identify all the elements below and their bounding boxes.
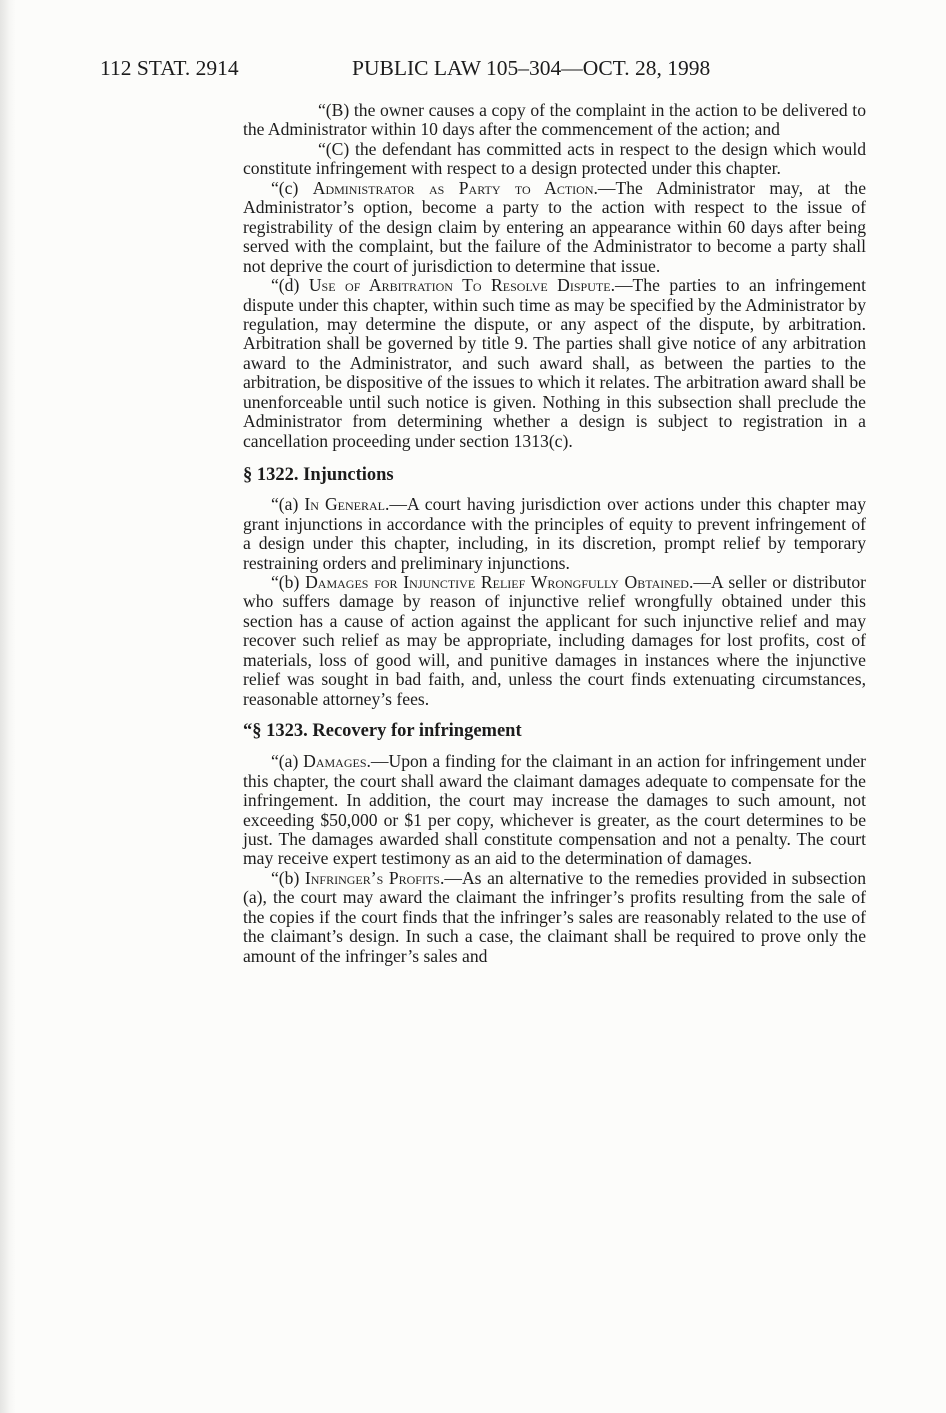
section-heading-1323: “§ 1323. Recovery for infringement (243, 721, 522, 742)
paragraph-a-in-general (243, 495, 866, 573)
paragraph-b-damages-injunctive (243, 573, 866, 709)
paragraph-prefix: “(a) (271, 751, 304, 772)
paragraph-text: .—The parties to an infringement dispute under this chapter, within such time as may be specified by the Administrator by regulation, may determine the dispute, or any aspect of the dispute, by arbitration. Arbitration shall be governed by title 9. The parties shall give notice of any arbitration award to the Administrator, and such award shall, as between the parties to the arbitration, be dispositive of the issues to which it relates. The arbitration award shall be unenforceable until such notice is given. Nothing in this subsection shall preclude the Administrator from determining whether a design is subject to registration in a cancellation proceeding under section 1313(c). (243, 275, 866, 451)
paragraph-b-owner: “(B) the owner causes a copy of the complaint in the action to be delivered to the Administrator within 10 days after the commencement of the action; and (243, 100, 866, 140)
paragraph-text: .—A court having jurisdiction over actions under this chapter may grant injunctions in accordance with the principles of equity to prevent infringement of a design under this chapter, including, in its discretion, prompt relief by temporary restraining orders and preliminary injunctions. (243, 494, 866, 573)
scan-edge-shadow (0, 0, 16, 1413)
paragraph-heading: Infringer’s Profits (304, 867, 440, 888)
paragraph-c-administrator-party (243, 179, 866, 276)
paragraph-text: .—A seller or distributor who suffers damage by reason of injunctive relief wrongfully obtained under this section has a cause of action against the applicant for such injunctive relief and may recover such relief as may be appropriate, including damages for lost profits, cost of materials, loss of good will, and punitive damages in instances where the injunctive relief was sought in bad faith, and, unless the court finds extenuating circumstances, reasonable attorney’s fees. (243, 571, 866, 709)
paragraph-text: .—The Administrator may, at the Administrator’s option, become a party to the action with respect to the issue of registrability of the design claim by entering an appearance within 60 days after being served with the complaint, but the failure of the Administrator to become a party shall not deprive the court of jurisdiction to determine that issue. (243, 177, 867, 276)
paragraph-heading: Administrator as Party to Action (312, 177, 594, 198)
paragraph-text: .—Upon a finding for the claimant in an action for infringement under this chapter, the court shall award the claimant damages adequate to compensate for the infringement. In addition, the court may increase the damages to such amount, not exceeding $50,000 or $1 per copy, whichever is greater, as the court determines to be just. The damages awarded shall constitute compensation and not a penalty. The court may receive expert testimony as an aid to the determination of damages. (243, 751, 866, 869)
public-law-citation: PUBLIC LAW 105–304—OCT. 28, 1998 (352, 56, 711, 80)
paragraph-prefix: “(a) (271, 494, 305, 515)
page-header (100, 56, 870, 80)
paragraph-b-infringers-profits (243, 869, 866, 966)
paragraph-heading: Use of Arbitration To Resolve Dispute (308, 275, 611, 296)
paragraph-prefix: “(b) (271, 571, 306, 592)
paragraph-prefix: “(c) (271, 177, 313, 198)
paragraph-heading: Damages (303, 751, 367, 772)
paragraph-a-damages (243, 752, 866, 869)
paragraph-text: .—As an alternative to the remedies provided in subsection (a), the court may award the claimant the infringer’s profits resulting from the sale of the copies if the court finds that the infringer’s sales are reasonably related to the use of the claimant’s design. In such a case, the claimant shall be required to prove only the amount of the infringer’s sales and (243, 867, 866, 966)
paragraph-prefix: “(b) (271, 867, 305, 888)
paragraph-d-arbitration (243, 276, 866, 451)
paragraph-c-defendant: “(C) the defendant has committed acts in respect to the design which would constitute infringement with respect to a design protected under this chapter. (243, 138, 866, 179)
document-body (243, 101, 866, 966)
paragraph-prefix: “(d) (271, 275, 309, 296)
statute-page-number: 112 STAT. 2914 (100, 56, 239, 80)
paragraph-heading: In General (304, 494, 385, 515)
section-heading-1322: § 1322. Injunctions (243, 465, 394, 486)
paragraph-heading: Damages for Injunctive Relief Wrongfully Obtained (305, 571, 689, 592)
